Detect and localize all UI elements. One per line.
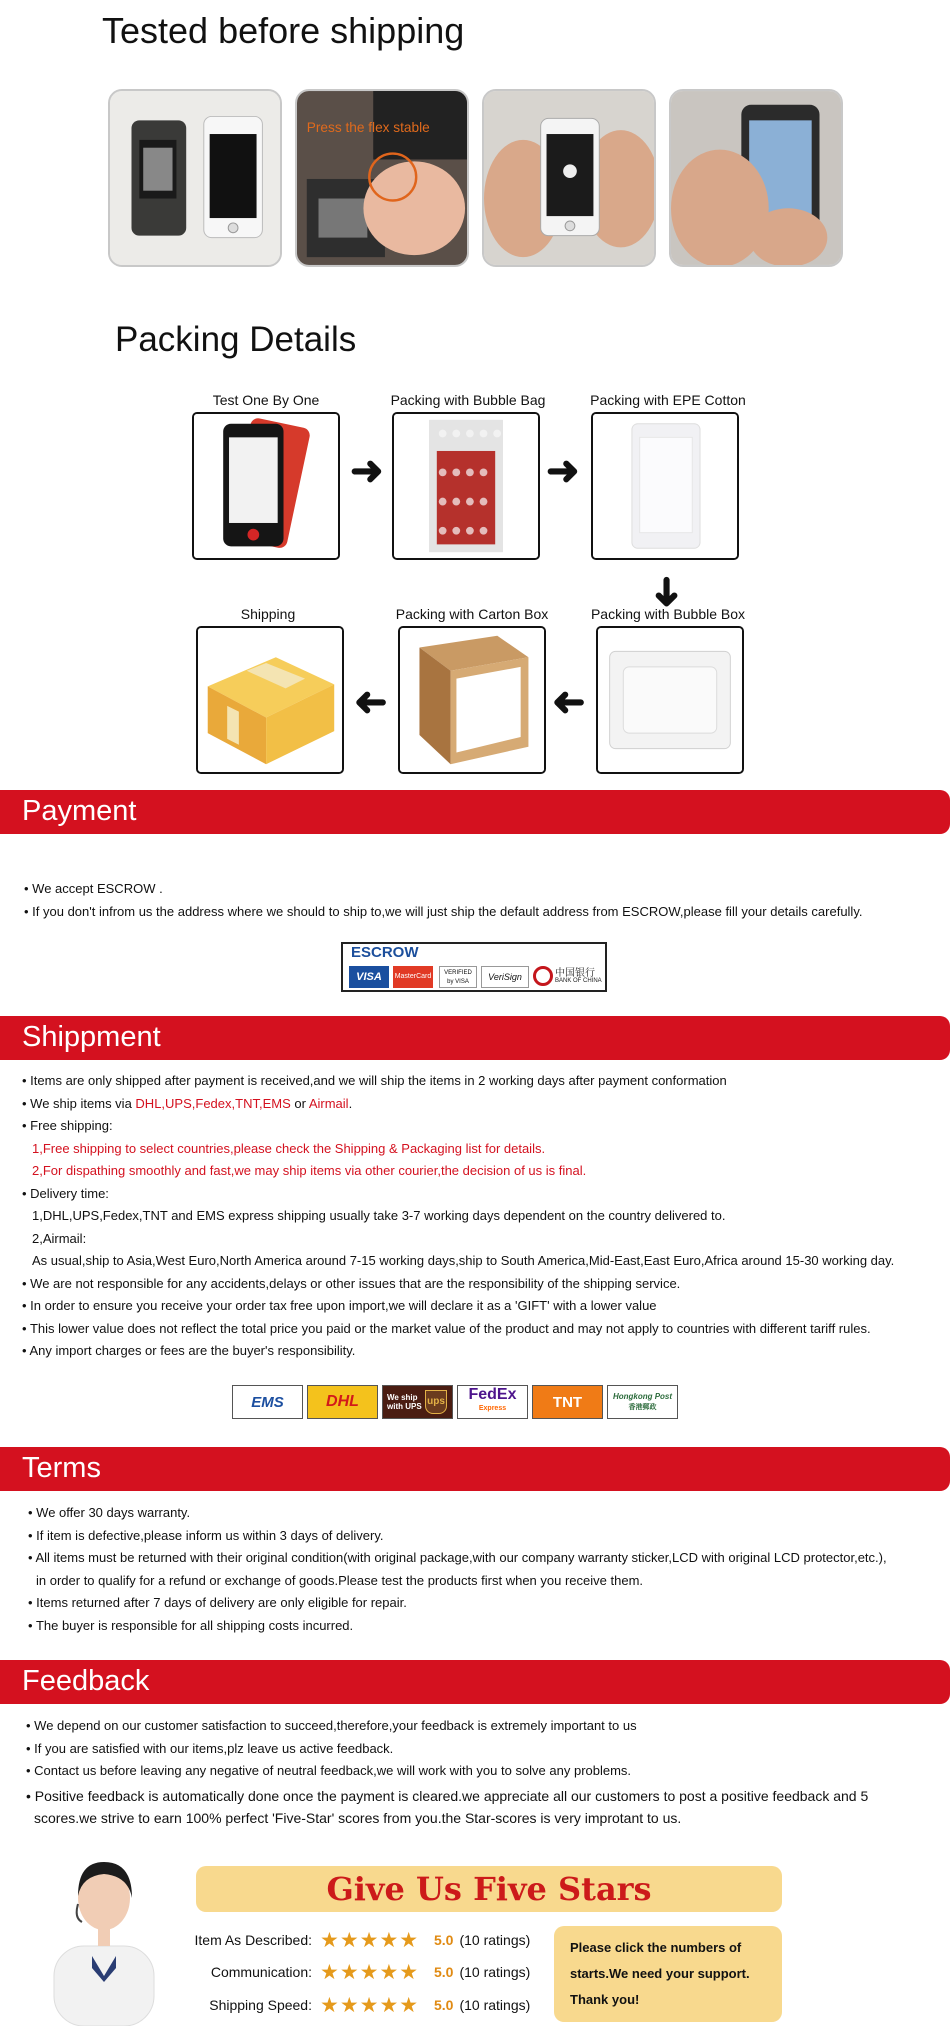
shipment-heading: Shippment [22, 1021, 161, 1053]
rating-row-item-described [180, 1928, 530, 1952]
five-stars-banner [196, 1866, 782, 1912]
escrow-logo: ESCROW [351, 944, 419, 961]
list-item: • If you are satisfied with our items,plz leave us active feedback. [26, 1740, 394, 1756]
arrow-down-icon: ➜ [644, 575, 689, 609]
mastercard-logo: MasterCard [393, 966, 433, 988]
terms-heading: Terms [22, 1452, 101, 1484]
list-item: • The buyer is responsible for all shipping costs incurred. [28, 1617, 354, 1633]
list-item: scores.we strive to earn 100% perfect 'Five-Star' scores from you.the Star-scores is very improtant to us. [34, 1810, 682, 1826]
list-item: • In order to ensure you receive your order tax free upon import,we will declare it as a 'GIFT' with a lower value [22, 1298, 657, 1313]
step-label-test: Test One By One [212, 392, 320, 408]
list-item: • We ship items via DHL,UPS,Fedex,TNT,EMS or Airmail. [22, 1095, 353, 1111]
list-item: in order to qualify for a refund or exchange of goods.Please test the products first when you receive them. [36, 1572, 644, 1588]
feedback-bullets [26, 1715, 868, 1830]
list-item: 1,Free shipping to select countries,please check the Shipping & Packaging list for details. [32, 1140, 546, 1156]
list-item: As usual,ship to Asia,West Euro,North America around 7-15 working days,ship to South America,Mid-East,East Euro,Africa around 15-30 working day. [32, 1253, 895, 1268]
step-label-carton-box: Packing with Carton Box [395, 606, 549, 622]
rating-row-shipping-speed [180, 1993, 530, 2017]
fedex-logo: FedEx Express [457, 1385, 528, 1419]
verisign-logo: VeriSign [481, 966, 529, 988]
step-label-epe-cotton: Packing with EPE Cotton [590, 392, 746, 408]
rating-count: (10 ratings) [459, 1964, 531, 1980]
photo-touch-test [669, 89, 843, 267]
bank-of-china-en: BANK OF CHINA [555, 978, 602, 984]
step-epe-cotton [591, 412, 739, 560]
step-label-shipping: Shipping [240, 606, 296, 622]
tnt-logo: TNT [532, 1385, 603, 1419]
rating-score[interactable]: 5.0 [434, 1932, 454, 1948]
terms-banner [0, 1447, 950, 1491]
terms-bullets [28, 1502, 887, 1637]
step-test-one-by-one [192, 412, 340, 560]
packing-title: Packing Details [115, 320, 357, 359]
rating-label: Communication: [210, 1964, 312, 1980]
flex-caption: Press the flex stable [306, 120, 430, 136]
shipment-banner [0, 1016, 950, 1060]
rating-score[interactable]: 5.0 [434, 1997, 454, 2013]
list-item: • Delivery time: [22, 1185, 109, 1201]
star-rating-icon: ★★★★★ [320, 1960, 420, 1984]
rating-label: Shipping Speed: [209, 1997, 312, 2013]
payment-heading: Payment [22, 795, 137, 827]
list-item: • All items must be returned with their original condition(with original package,with our company warranty sticker,LCD with original LCD protector,etc.), [28, 1550, 887, 1565]
list-item: • Contact us before leaving any negative of neutral feedback,we will work with you to solve any problems. [26, 1763, 632, 1778]
ups-logo: We ship with UPS ups [382, 1385, 453, 1419]
photo-screen-front-back [108, 89, 282, 267]
list-item: • If you don't infrom us the address where we should to ship to,we will just ship the default address from ESCROW,please fill your details carefully. [24, 903, 863, 919]
list-item: • We depend on our customer satisfaction to succeed,therefore,your feedback is extremely important to us [26, 1718, 637, 1733]
list-item: • Positive feedback is automatically done once the payment is cleared.we appreciate all our customers to post a positive feedback and 5 [26, 1787, 869, 1804]
list-item: 1,DHL,UPS,Fedex,TNT and EMS express shipping usually take 3-7 working days dependent on the country delivered to. [32, 1208, 726, 1223]
list-item: • Items returned after 7 days of delivery are only eligible for repair. [28, 1595, 407, 1610]
list-item: 2,Airmail: [32, 1230, 87, 1246]
arrow-left-icon: ➜ [354, 680, 388, 724]
arrow-left-icon: ➜ [552, 680, 586, 724]
list-item: • This lower value does not reflect the total price you paid or the market value of the product and may not apply to countries with different tariff rules. [22, 1320, 871, 1336]
ems-logo: EMS [232, 1385, 303, 1419]
rating-label: Item As Described: [194, 1932, 312, 1948]
list-item: • Items are only shipped after payment is received,and we will ship the items in 2 working days after payment conformation [22, 1073, 727, 1088]
step-bubble-bag [392, 412, 540, 560]
step-carton-box [398, 626, 546, 774]
hongkong-post-logo: Hongkong Post 香港郵政 [607, 1385, 678, 1419]
list-item: • We offer 30 days warranty. [28, 1505, 191, 1520]
feedback-banner [0, 1660, 950, 1704]
rating-score[interactable]: 5.0 [434, 1964, 454, 1980]
arrow-right-icon: ➜ [546, 449, 580, 493]
star-rating-icon: ★★★★★ [320, 1928, 420, 1952]
bank-of-china-icon [533, 966, 553, 986]
verified-by-visa-logo: VERIFIED by VISA [439, 966, 477, 988]
step-shipping [196, 626, 344, 774]
star-rating-icon: ★★★★★ [320, 1993, 420, 2017]
arrow-right-icon: ➜ [350, 449, 384, 493]
rating-count: (10 ratings) [459, 1997, 531, 2013]
five-stars-title: Give Us Five Stars [326, 1870, 652, 1908]
rating-count: (10 ratings) [459, 1932, 531, 1948]
list-item: • Free shipping: [22, 1118, 113, 1133]
tested-title: Tested before shipping [102, 10, 465, 51]
step-bubble-box [596, 626, 744, 774]
visa-logo: VISA [349, 966, 389, 988]
dhl-logo: DHL [307, 1385, 378, 1419]
photo-hands-phone [482, 89, 656, 267]
support-note: Please click the numbers of starts.We need your support. Thank you! [554, 1926, 782, 2022]
escrow-payment-logos [341, 942, 607, 992]
payment-bullets [24, 878, 862, 923]
bank-of-china-logo: 中国银行 [555, 968, 595, 979]
customer-service-avatar [48, 1856, 160, 2026]
shipment-bullets [22, 1070, 894, 1363]
rating-row-communication [180, 1960, 530, 1984]
list-item: • Any import charges or fees are the buyer's responsibility. [22, 1343, 356, 1358]
feedback-heading: Feedback [22, 1665, 150, 1697]
list-item: • We are not responsible for any accidents,delays or other issues that are the responsibility of the shipping service. [22, 1275, 681, 1291]
list-item: • If item is defective,please inform us within 3 days of delivery. [28, 1527, 384, 1543]
step-label-bubble-bag: Packing with Bubble Bag [390, 392, 546, 408]
photo-flex-cable [295, 89, 469, 267]
list-item: • We accept ESCROW . [24, 881, 163, 896]
payment-banner [0, 790, 950, 834]
list-item: 2,For dispathing smoothly and fast,we may ship items via other courier,the decision of us is final. [32, 1163, 587, 1178]
step-label-bubble-box: Packing with Bubble Box [590, 606, 746, 622]
